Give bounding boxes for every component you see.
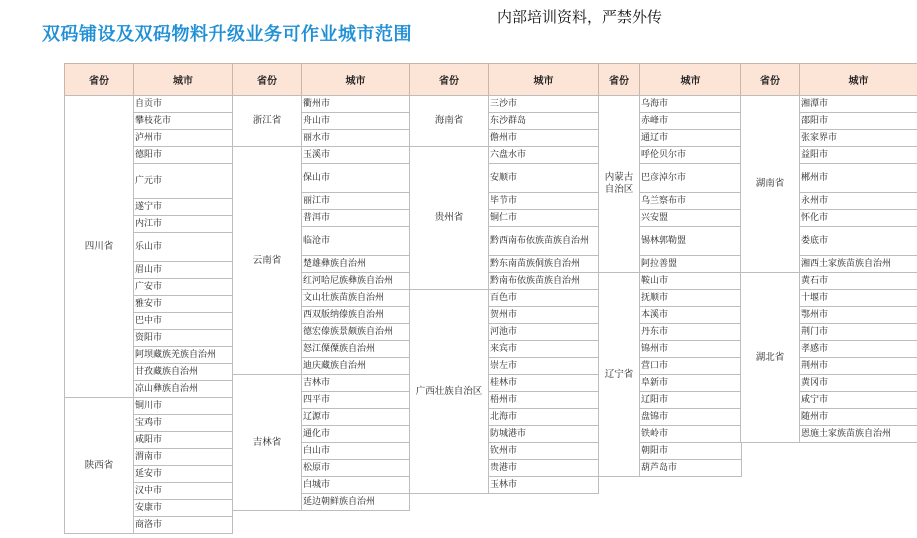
city-cell: 咸阳市 [133, 431, 233, 449]
city-cell: 东沙群岛 [488, 112, 599, 130]
city-cell: 迪庆藏族自治州 [301, 357, 410, 375]
city-cell: 三沙市 [488, 95, 599, 113]
city-cell: 临沧市 [301, 226, 410, 256]
city-cell: 阿拉善盟 [639, 255, 742, 273]
city-cell: 吉林市 [301, 374, 410, 392]
city-cell: 赤峰市 [639, 112, 742, 130]
city-cell: 白城市 [301, 476, 410, 494]
province-cell: 内蒙古自治区 [598, 95, 640, 273]
city-cell: 本溪市 [639, 306, 742, 324]
city-cell: 湘西土家族苗族自治州 [799, 255, 917, 273]
province-cell: 辽宁省 [598, 272, 640, 477]
city-cell: 铜仁市 [488, 209, 599, 227]
province-cell: 湖南省 [740, 95, 800, 273]
province-cell: 贵州省 [409, 146, 489, 290]
city-cell: 荆门市 [799, 323, 917, 341]
city-cell: 永州市 [799, 192, 917, 210]
city-cell: 丽江市 [301, 192, 410, 210]
city-cell: 辽阳市 [639, 391, 742, 409]
city-cell: 湘潭市 [799, 95, 917, 113]
city-cell: 孝感市 [799, 340, 917, 358]
city-cell: 德宏傣族景颇族自治州 [301, 323, 410, 341]
city-cell: 怒江傈僳族自治州 [301, 340, 410, 358]
city-cell: 德阳市 [133, 146, 233, 164]
city-cell: 桂林市 [488, 374, 599, 392]
city-cell: 资阳市 [133, 329, 233, 347]
city-cell: 广元市 [133, 163, 233, 199]
city-cell: 鄂州市 [799, 306, 917, 324]
city-cell: 来宾市 [488, 340, 599, 358]
city-cell: 钦州市 [488, 442, 599, 460]
city-cell: 乌海市 [639, 95, 742, 113]
header-province: 省份 [64, 63, 134, 96]
city-cell: 随州市 [799, 408, 917, 426]
header-province: 省份 [740, 63, 800, 96]
city-cell: 雅安市 [133, 295, 233, 313]
city-cell: 楚雄彝族自治州 [301, 255, 410, 273]
city-cell: 安顺市 [488, 163, 599, 193]
city-cell: 自贡市 [133, 95, 233, 113]
city-cell: 荆州市 [799, 357, 917, 375]
city-cell: 黄冈市 [799, 374, 917, 392]
city-cell: 阜新市 [639, 374, 742, 392]
page-title: 双码铺设及双码物料升级业务可作业城市范围 [42, 24, 412, 45]
city-cell: 抚顺市 [639, 289, 742, 307]
city-coverage-table [64, 63, 917, 538]
city-cell: 兴安盟 [639, 209, 742, 227]
city-cell: 咸宁市 [799, 391, 917, 409]
city-cell: 凉山彝族自治州 [133, 380, 233, 398]
city-cell: 朝阳市 [639, 442, 742, 460]
city-cell: 梧州市 [488, 391, 599, 409]
header-province: 省份 [232, 63, 302, 96]
city-cell: 舟山市 [301, 112, 410, 130]
city-cell: 阿坝藏族羌族自治州 [133, 346, 233, 364]
province-cell: 四川省 [64, 95, 134, 398]
city-cell: 保山市 [301, 163, 410, 193]
city-cell: 益阳市 [799, 146, 917, 164]
city-cell: 遂宁市 [133, 198, 233, 216]
city-cell: 北海市 [488, 408, 599, 426]
city-cell: 贺州市 [488, 306, 599, 324]
province-cell: 云南省 [232, 146, 302, 375]
city-cell: 眉山市 [133, 261, 233, 279]
city-cell: 盘锦市 [639, 408, 742, 426]
city-cell: 巴中市 [133, 312, 233, 330]
city-cell: 文山壮族苗族自治州 [301, 289, 410, 307]
city-cell: 丹东市 [639, 323, 742, 341]
province-cell: 陕西省 [64, 397, 134, 534]
city-cell: 攀枝花市 [133, 112, 233, 130]
city-cell: 西双版纳傣族自治州 [301, 306, 410, 324]
city-cell: 延安市 [133, 465, 233, 483]
city-cell: 防城港市 [488, 425, 599, 443]
city-cell: 甘孜藏族自治州 [133, 363, 233, 381]
city-cell: 黔南布依族苗族自治州 [488, 272, 599, 290]
city-cell: 乌兰察布市 [639, 192, 742, 210]
city-cell: 贵港市 [488, 459, 599, 477]
city-cell: 崇左市 [488, 357, 599, 375]
city-cell: 内江市 [133, 215, 233, 233]
city-cell: 巴彦淖尔市 [639, 163, 742, 193]
city-cell: 毕节市 [488, 192, 599, 210]
city-cell: 玉林市 [488, 476, 599, 494]
city-cell: 红河哈尼族彝族自治州 [301, 272, 410, 290]
city-cell: 张家界市 [799, 129, 917, 147]
city-cell: 葫芦岛市 [639, 459, 742, 477]
city-cell: 河池市 [488, 323, 599, 341]
city-cell: 黔西南布依族苗族自治州 [488, 226, 599, 256]
city-cell: 呼伦贝尔市 [639, 146, 742, 164]
city-cell: 汉中市 [133, 482, 233, 500]
province-cell: 吉林省 [232, 374, 302, 511]
province-cell: 海南省 [409, 95, 489, 147]
city-cell: 锦州市 [639, 340, 742, 358]
city-cell: 白山市 [301, 442, 410, 460]
city-cell: 邵阳市 [799, 112, 917, 130]
city-cell: 辽源市 [301, 408, 410, 426]
city-cell: 玉溪市 [301, 146, 410, 164]
city-cell: 衢州市 [301, 95, 410, 113]
city-cell: 铁岭市 [639, 425, 742, 443]
city-cell: 四平市 [301, 391, 410, 409]
city-cell: 乐山市 [133, 232, 233, 262]
internal-notice: 内部培训资料，严禁外传 [497, 8, 663, 26]
city-cell: 黔东南苗族侗族自治州 [488, 255, 599, 273]
city-cell: 恩施土家族苗族自治州 [799, 425, 917, 443]
province-cell: 广西壮族自治区 [409, 289, 489, 494]
city-cell: 延边朝鲜族自治州 [301, 493, 410, 511]
city-cell: 泸州市 [133, 129, 233, 147]
city-cell: 铜川市 [133, 397, 233, 415]
city-cell: 儋州市 [488, 129, 599, 147]
city-cell: 广安市 [133, 278, 233, 296]
city-cell: 安康市 [133, 499, 233, 517]
city-cell: 百色市 [488, 289, 599, 307]
city-cell: 怀化市 [799, 209, 917, 227]
city-cell: 商洛市 [133, 516, 233, 534]
city-cell: 通辽市 [639, 129, 742, 147]
province-cell: 浙江省 [232, 95, 302, 147]
header-province: 省份 [598, 63, 640, 96]
province-cell: 湖北省 [740, 272, 800, 443]
city-cell: 锡林郭勒盟 [639, 226, 742, 256]
city-cell: 营口市 [639, 357, 742, 375]
city-cell: 郴州市 [799, 163, 917, 193]
city-cell: 丽水市 [301, 129, 410, 147]
header-city: 城市 [133, 63, 233, 96]
header-city: 城市 [799, 63, 917, 96]
header-province: 省份 [409, 63, 489, 96]
header-city: 城市 [639, 63, 742, 96]
city-cell: 鞍山市 [639, 272, 742, 290]
city-cell: 渭南市 [133, 448, 233, 466]
city-cell: 松原市 [301, 459, 410, 477]
city-cell: 普洱市 [301, 209, 410, 227]
city-cell: 通化市 [301, 425, 410, 443]
city-cell: 宝鸡市 [133, 414, 233, 432]
header-city: 城市 [488, 63, 599, 96]
city-cell: 娄底市 [799, 226, 917, 256]
city-cell: 黄石市 [799, 272, 917, 290]
city-cell: 六盘水市 [488, 146, 599, 164]
header-city: 城市 [301, 63, 410, 96]
city-cell: 十堰市 [799, 289, 917, 307]
